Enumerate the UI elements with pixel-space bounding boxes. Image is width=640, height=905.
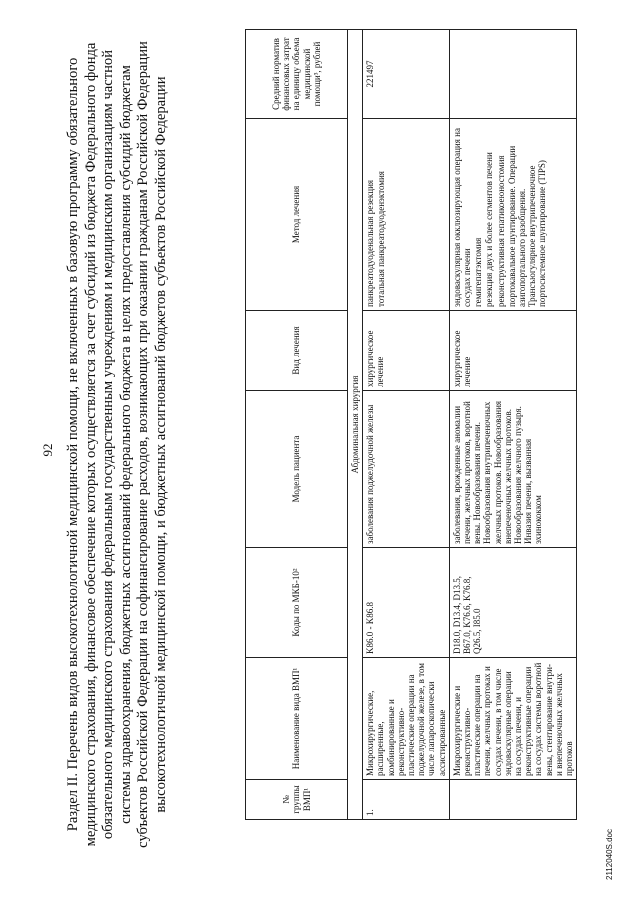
- title-line: медицинского страхования, финансовое обеспечение которых осуществляется за счет субсидий из бюджета Федерального фонда: [82, 42, 99, 847]
- row-codes: D18.0, D13.4, D13.5, B67.0, K76.6, K76.8, Q26.5, I85.0: [449, 548, 576, 658]
- title-line: высокотехнологичной медицинской помощи, и бюджетных ассигнований бюджетов субъектов Российской Федерации: [152, 76, 169, 813]
- method-item: эндоваскулярная окклюзирующая операция на сосудах печени: [451, 128, 473, 307]
- page-number: 92: [40, 443, 55, 457]
- method-item: реконструктивная гепатикоеюностомия: [495, 155, 506, 307]
- table-row: [449, 30, 576, 820]
- section-title-block: [65, 17, 170, 872]
- table-header-row: [246, 30, 348, 820]
- row-model: заболевания, врожденные аномалии печени, желчных протоков, воротной вены. Новообразования печени. Новообразования внутрипеченочных желчных протоков. Новообразования внепеченочных желчных протоков. Новообразования желчного пузыря. Инвазия печени, вызванная эхинококком: [449, 391, 576, 548]
- title-line: обязательного медицинского страхования федеральным государственным учреждениям и медицинским организациям частной: [100, 49, 116, 840]
- row-type: хирургическое лечение: [363, 311, 450, 391]
- rotated-page: [40, 10, 630, 890]
- method-item: гемигепатэктомия: [473, 237, 484, 307]
- row-group: [449, 780, 576, 820]
- row-model: заболевания поджелудочной железы: [363, 391, 450, 548]
- header-type: Вид лечения: [246, 311, 348, 391]
- title-line: системы здравоохранения, бюджетных ассигнований федерального бюджета в целях предоставления субсидий бюджетам: [117, 65, 134, 824]
- document-reference: 2112040S.doc: [605, 828, 614, 880]
- section-row: [348, 30, 363, 820]
- row-codes: K86.0 - K86.8: [363, 548, 450, 658]
- row-cost: 221497: [363, 30, 450, 119]
- header-method: Метод лечения: [246, 119, 348, 311]
- section-heading: Абдоминальная хирургия: [348, 30, 363, 820]
- table-row: [363, 30, 450, 820]
- method-item: тотальная панкреатодуоденэктомия: [376, 171, 387, 307]
- vmp-table: [245, 29, 577, 820]
- row-group: 1.: [363, 780, 450, 820]
- row-name: Микрохирургические и реконструктивно-пластические операции на печени, желчных протоках и сосудах печени, в том числе эндоваскулярные операции на сосудах печени, и реконструктивные операции на сосудах системы воротной вены, стентирование внутри- и внепеченочных желчных протоков: [449, 658, 576, 780]
- header-model: Модель пациента: [246, 391, 348, 548]
- header-group: № группы ВМП¹: [246, 780, 348, 820]
- header-codes: Коды по МКБ-10²: [246, 548, 348, 658]
- row-cost: [449, 30, 576, 119]
- header-name: Наименование вида ВМП¹: [246, 658, 348, 780]
- row-methods: [449, 119, 576, 311]
- row-name: Микрохирургические, расширенные, комбинированные и реконструктивно-пластические операции на поджелудочной железе, в том числе лапароскопически ассистированные: [363, 658, 450, 780]
- method-item: панкреатодуоденальная резекция: [365, 179, 376, 307]
- header-cost: Средний норматив финансовых затрат на единицу объема медицинской помощи³, рублей: [246, 30, 348, 119]
- method-item: портокавальное шунтирование. Операции азигопортального разобщения. Трансъюгулярное внутрипеченочное портосистемное шунтирование (TIPS): [506, 145, 548, 307]
- row-methods: [363, 119, 450, 311]
- title-line: субъектов Российской Федерации на софинансирование расходов, возникающих при оказании гражданам Российской Федерации: [135, 41, 151, 848]
- method-item: резекция двух и более сегментов печени: [484, 152, 495, 307]
- title-line: Раздел II. Перечень видов высокотехнологичной медицинской помощи, не включенных в базовую программу обязательного: [65, 57, 81, 832]
- row-type: хирургическое лечение: [449, 311, 576, 391]
